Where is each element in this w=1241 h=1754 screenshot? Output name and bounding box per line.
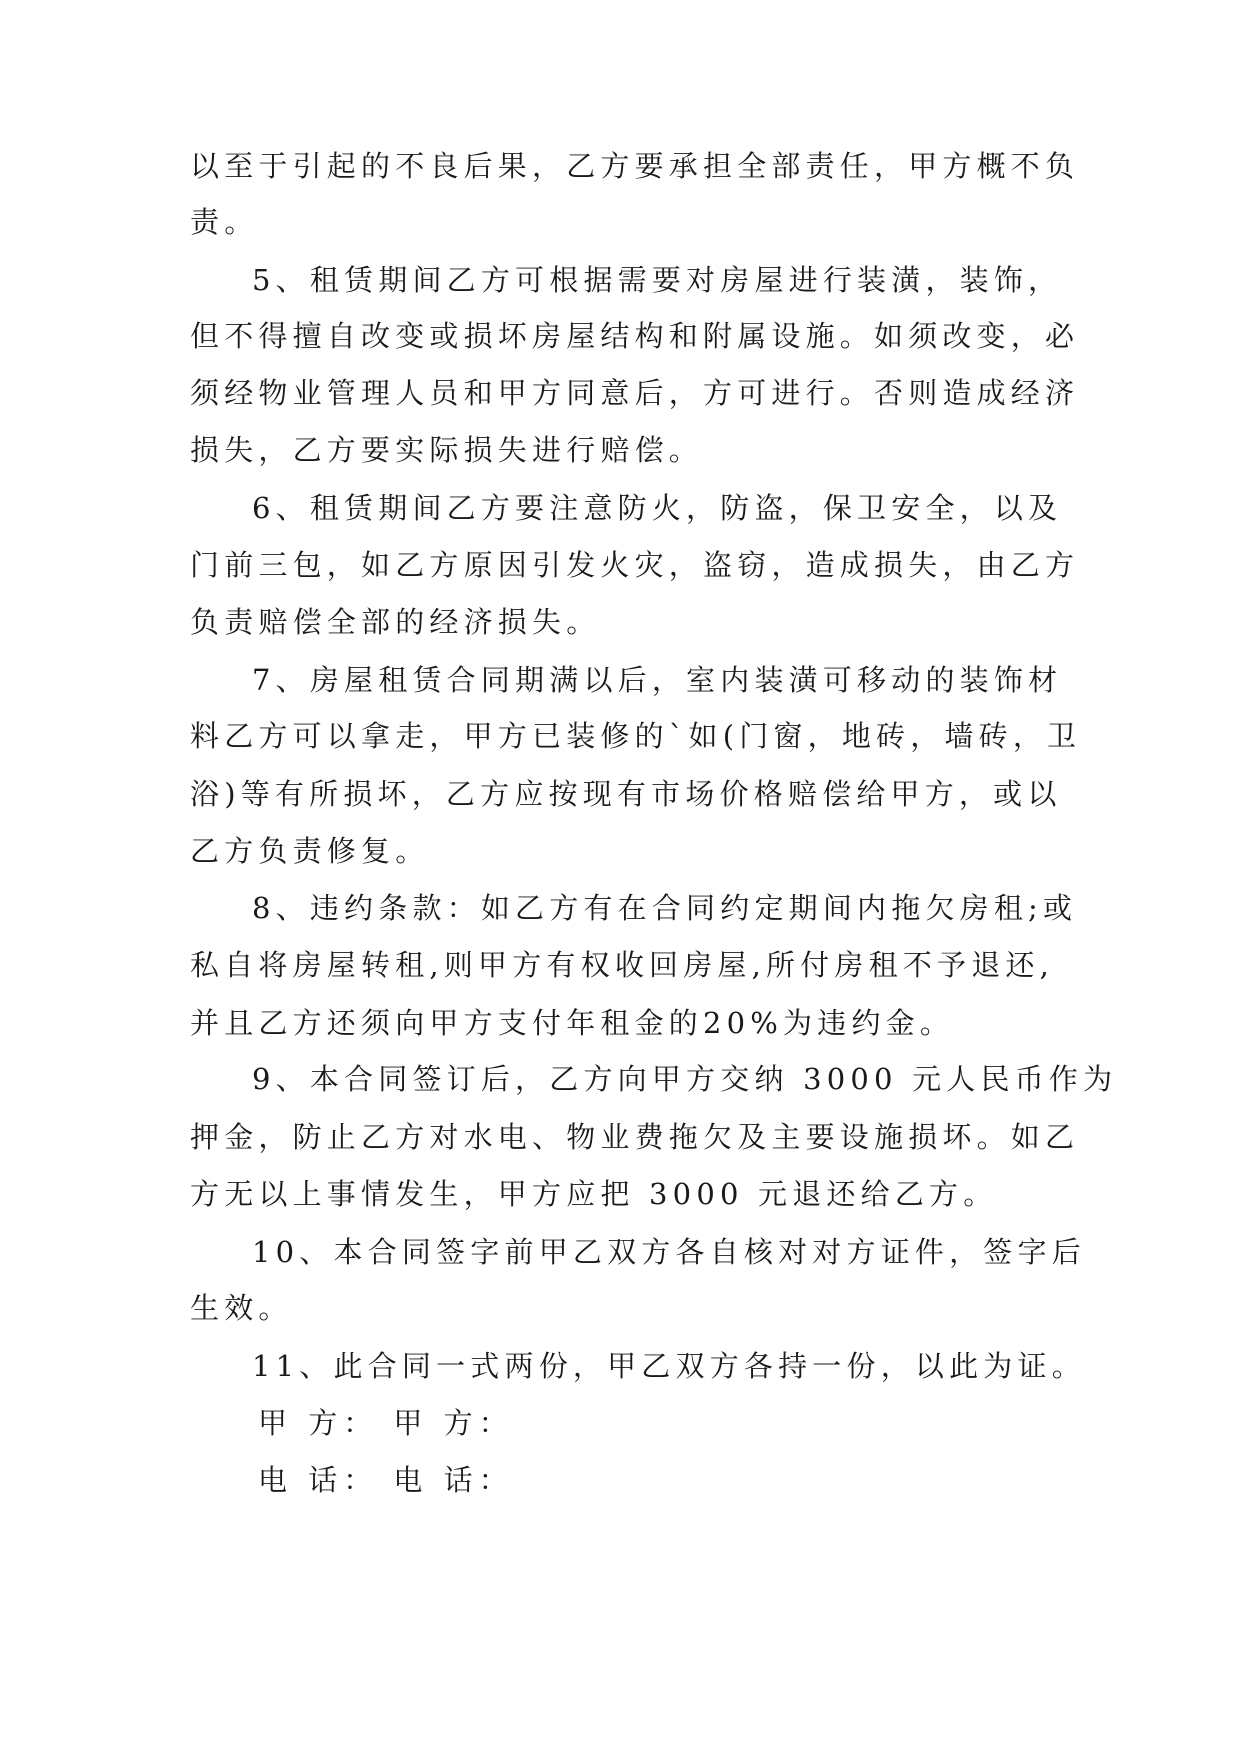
- text-line: 8、违约条款：如乙方有在合同约定期间内拖欠房租;或: [252, 891, 1078, 925]
- text-line: 责。: [190, 205, 259, 239]
- text-line: 门前三包，如乙方原因引发火灾，盗窃，造成损失，由乙方: [190, 548, 1080, 582]
- text-line: 并且乙方还须向甲方支付年租金的20%为违约金。: [190, 1006, 955, 1040]
- text-line: 9、本合同签订后，乙方向甲方交纳 3000 元人民币作为: [252, 1062, 1118, 1096]
- signature-party-line: 甲 方： 甲 方：: [258, 1406, 514, 1440]
- text-line: 须经物业管理人员和甲方同意后，方可进行。否则造成经济: [190, 376, 1080, 410]
- text-line: 以至于引起的不良后果，乙方要承担全部责任，甲方概不负: [190, 149, 1080, 183]
- text-line: 7、房屋租赁合同期满以后，室内装潢可移动的装饰材: [252, 663, 1063, 697]
- text-line: 押金，防止乙方对水电、物业费拖欠及主要设施损坏。如乙: [190, 1120, 1080, 1154]
- text-line: 方无以上事情发生，甲方应把 3000 元退还给乙方。: [190, 1177, 998, 1211]
- text-line: 损失，乙方要实际损失进行赔偿。: [190, 433, 704, 467]
- text-line: 负责赔偿全部的经济损失。: [190, 605, 601, 639]
- text-line: 乙方负责修复。: [190, 834, 430, 868]
- text-line: 但不得擅自改变或损坏房屋结构和附属设施。如须改变，必: [190, 319, 1080, 353]
- text-line: 5、租赁期间乙方可根据需要对房屋进行装潢，装饰，: [252, 263, 1063, 297]
- text-line: 6、租赁期间乙方要注意防火，防盗，保卫安全，以及: [252, 491, 1063, 525]
- text-line: 私自将房屋转租,则甲方有权收回房屋,所付房租不予退还,: [190, 948, 1055, 982]
- text-line: 生效。: [190, 1291, 293, 1325]
- text-line: 11、此合同一式两份，甲乙双方各持一份，以此为证。: [252, 1349, 1086, 1383]
- text-line: 10、本合同签字前甲乙双方各自核对对方证件，签字后: [252, 1235, 1086, 1269]
- text-line: 浴)等有所损坏，乙方应按现有市场价格赔偿给甲方，或以: [190, 777, 1062, 811]
- text-line: 料乙方可以拿走，甲方已装修的`如(门窗，地砖，墙砖，卫: [190, 719, 1082, 753]
- signature-phone-line: 电 话： 电 话：: [258, 1463, 514, 1497]
